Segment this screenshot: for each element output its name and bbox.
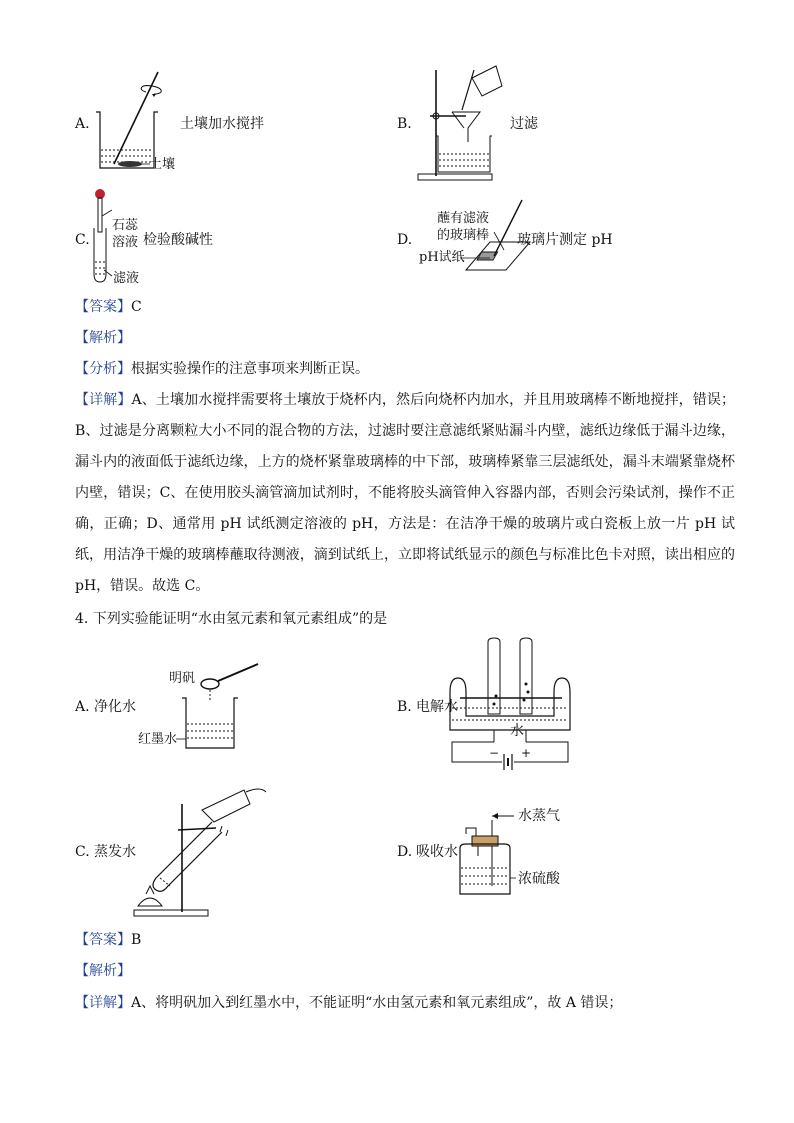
q4-option-c-letter: C. <box>75 844 90 860</box>
q4-d-label-acid: 浓硫酸 <box>518 871 560 887</box>
q3-answer <box>75 298 142 316</box>
q3-option-a-letter: A. <box>75 116 90 132</box>
q4-analysis-tag: 【解析】 <box>75 963 131 979</box>
q3-detail <box>75 385 735 602</box>
q4-d-label-steam: 水蒸气 <box>518 808 560 824</box>
q3-c-label-litmus-1: 石蕊 <box>112 218 139 233</box>
answer-tag: 【答案】 <box>75 299 131 315</box>
q3-a-label-soil: 土壤 <box>149 157 176 172</box>
q4-option-d-letter: D. <box>397 844 413 860</box>
q3-option-c-caption: 检验酸碱性 <box>143 232 213 248</box>
answer-tag: 【答案】 <box>75 932 131 948</box>
q4-b-label-plus: + <box>521 746 532 760</box>
q4-b-label-minus: − <box>489 746 500 760</box>
q4-option-b-figure <box>446 638 576 773</box>
q4-option-d-figure <box>456 806 516 896</box>
q3-d-label-rod-1: 蘸有滤液 <box>437 211 490 226</box>
q3-option-c-letter: C. <box>75 232 90 248</box>
q4-b-label-water: 水 <box>510 723 524 739</box>
q4-a-label-alum: 明矾 <box>169 671 196 686</box>
fenxi-tag: 【分析】 <box>75 361 131 377</box>
answer-value: B <box>131 932 142 948</box>
q3-option-b-figure <box>416 64 516 184</box>
q4-option-b-caption: 电解水 <box>416 699 458 715</box>
q3-option-b-caption: 过滤 <box>510 116 538 132</box>
q3-option-b-letter: B. <box>397 116 412 132</box>
q3-c-label-filtrate: 滤液 <box>113 271 140 286</box>
q3-option-a-caption: 土壤加水搅拌 <box>180 116 264 132</box>
q4-option-c-caption: 蒸发水 <box>94 844 136 860</box>
q3-fenxi <box>75 360 369 378</box>
q3-option-d-caption: 玻璃片测定 pH <box>517 232 613 248</box>
q4-answer <box>75 931 141 949</box>
q4-option-a-figure <box>176 660 266 760</box>
q4-option-d-caption: 吸收水 <box>416 844 458 860</box>
answer-value: C <box>131 299 142 315</box>
q4-stem: 4. 下列实验能证明“水由氢元素和氧元素组成”的是 <box>75 611 388 627</box>
q3-option-a-figure <box>92 66 192 176</box>
detail-tag: 【详解】 <box>75 995 131 1011</box>
detail-text: A、土壤加水搅拌需要将土壤放于烧杯内，然后向烧杯内加水，并且用玻璃棒不断地搅拌，错误；B、过滤是分离颗粒大小不同的混合物的方法，过滤时要注意滤纸紧贴漏斗内壁，滤纸边缘低于漏斗边缘，漏斗内的液面低于滤纸边缘，上方的烧杯紧靠玻璃棒的中下部，玻璃棒紧靠三层滤纸处，漏斗末端紧靠烧杯内壁，错误；C、在使用胶头滴管滴加试剂时，不能将胶头滴管伸入容器内部，否则会污染试剂，操作不正确，正确；D、通常用 pH 试纸测定溶液的 pH，方法是：在洁净干燥的玻璃片或白瓷板上放一片 pH 试纸，用洁净干燥的玻璃棒蘸取待测液，滴到试纸上，立即将试纸显示的颜色与标准比色卡对照，读出相应的 pH，错误。故选 C。 <box>75 392 736 594</box>
q4-option-a-letter: A. <box>75 699 90 715</box>
q4-detail <box>75 994 622 1012</box>
q4-option-c-figure <box>130 782 270 922</box>
q4-option-b-letter: B. <box>397 699 412 715</box>
q3-option-d-letter: D. <box>397 232 413 248</box>
q3-analysis-tag: 【解析】 <box>75 330 131 346</box>
detail-tag: 【详解】 <box>75 392 132 408</box>
q3-c-label-litmus-2: 溶液 <box>112 235 139 250</box>
q4-option-a-caption: 净化水 <box>94 699 136 715</box>
fenxi-text: 根据实验操作的注意事项来判断正误。 <box>131 361 369 377</box>
detail-text: A、将明矾加入到红墨水中，不能证明“水由氢元素和氧元素组成”，故 A 错误； <box>131 995 623 1011</box>
q3-d-label-rod-2: 的玻璃棒 <box>437 228 490 243</box>
q3-d-label-ph-paper: pH试纸 <box>419 250 465 265</box>
q4-a-label-ink: 红墨水 <box>138 732 178 747</box>
